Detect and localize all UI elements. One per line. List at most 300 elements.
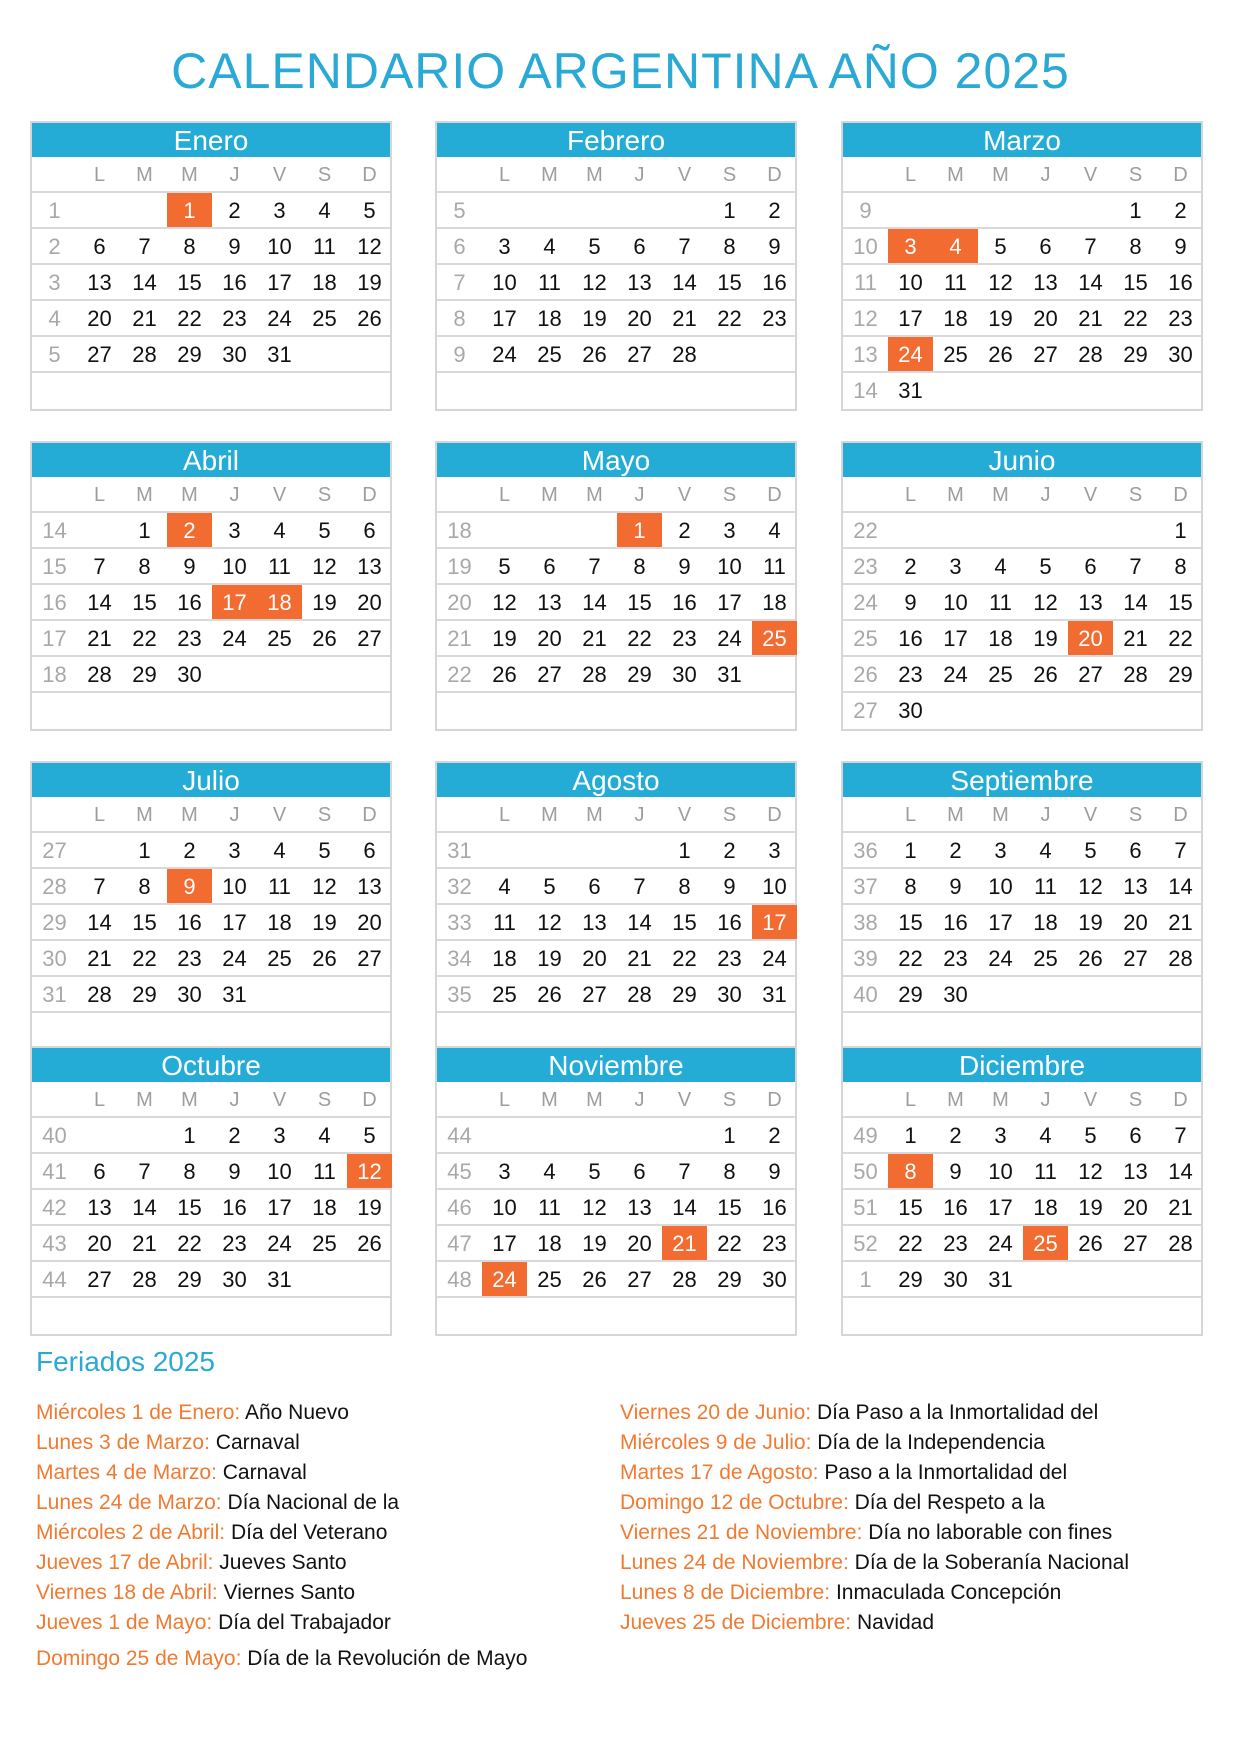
weekday-header: V <box>1083 164 1098 186</box>
day-cell: 23 <box>943 946 968 971</box>
week-number: 29 <box>42 910 67 935</box>
day-cell: 22 <box>1168 626 1193 651</box>
holiday-name: Carnaval <box>215 1431 300 1454</box>
day-cell: 22 <box>177 1231 202 1256</box>
week-row <box>32 869 390 905</box>
day-cell: 2 <box>768 1123 781 1148</box>
month-header: Diciembre <box>843 1048 1201 1082</box>
feriados-title: Feriados 2025 <box>36 1346 216 1377</box>
day-cell: 7 <box>138 234 151 259</box>
week-row <box>32 193 390 229</box>
weekday-header: S <box>722 1089 737 1111</box>
day-cell: 22 <box>717 306 742 331</box>
weekday-header-row <box>843 1082 1201 1118</box>
day-cell <box>257 977 302 1011</box>
day-cell <box>347 337 392 371</box>
week-row <box>32 1226 390 1262</box>
day-cell <box>752 1298 797 1332</box>
day-cell: 7 <box>1129 554 1142 579</box>
week-row <box>843 585 1201 621</box>
day-cell <box>662 1013 707 1047</box>
week-number: 16 <box>42 590 67 615</box>
day-cell: 13 <box>87 270 112 295</box>
day-cell: 5 <box>588 234 601 259</box>
day-cell: 31 <box>898 378 923 403</box>
day-cell: 25 <box>267 946 292 971</box>
day-cell: 1 <box>904 838 917 863</box>
day-cell: 27 <box>1123 1231 1148 1256</box>
day-cell: 9 <box>949 1159 962 1184</box>
week-row <box>843 513 1201 549</box>
day-cell <box>482 833 527 867</box>
week-number <box>32 1298 77 1332</box>
week-row <box>437 1118 795 1154</box>
holiday-name: Día del Trabajador <box>218 1611 391 1634</box>
holiday-date: Viernes 20 de Junio: <box>620 1401 812 1424</box>
holiday-item <box>36 1398 527 1428</box>
week-row <box>437 1154 795 1190</box>
day-cell: 30 <box>762 1267 787 1292</box>
day-cell <box>1068 373 1113 407</box>
day-cell <box>347 1298 392 1332</box>
day-cell <box>1113 1013 1158 1047</box>
day-cell <box>212 657 257 691</box>
day-cell: 21 <box>132 1231 157 1256</box>
day-cell: 14 <box>672 270 697 295</box>
day-cell: 16 <box>717 910 742 935</box>
holiday-item <box>36 1428 527 1458</box>
day-cell: 11 <box>944 270 967 295</box>
month-diciembre <box>841 1046 1203 1336</box>
week-row <box>32 1262 390 1298</box>
weekday-header: L <box>904 804 917 826</box>
week-row <box>437 337 795 373</box>
day-cell <box>1113 1298 1158 1332</box>
month-julio <box>30 761 392 1051</box>
day-cell: 14 <box>87 910 112 935</box>
weekday-header: V <box>1083 804 1098 826</box>
week-row <box>32 265 390 301</box>
day-cell: 28 <box>1078 342 1103 367</box>
week-number: 23 <box>853 554 878 579</box>
day-cell <box>77 373 122 407</box>
week-row <box>32 337 390 373</box>
day-cell: 20 <box>357 910 382 935</box>
holiday-item <box>620 1548 1129 1578</box>
day-cell: 14 <box>132 270 157 295</box>
day-cell: 30 <box>717 982 742 1007</box>
week-row <box>32 549 390 585</box>
month-header: Julio <box>32 763 390 797</box>
day-cell: 13 <box>1123 1159 1148 1184</box>
holiday-date: Viernes 21 de Noviembre: <box>620 1521 863 1544</box>
day-cell: 26 <box>582 342 607 367</box>
week-row <box>437 657 795 693</box>
day-cell: 12 <box>492 590 517 615</box>
day-cell <box>257 693 302 727</box>
day-cell: 17 <box>717 590 742 615</box>
day-cell: 17 <box>988 1195 1013 1220</box>
day-cell: 28 <box>87 662 112 687</box>
day-cell: 1 <box>1174 518 1187 543</box>
day-cell <box>978 977 1023 1011</box>
week-row <box>843 905 1201 941</box>
week-row <box>32 941 390 977</box>
day-cell <box>707 373 752 407</box>
day-cell: 18 <box>943 306 968 331</box>
day-cell: 3 <box>228 518 241 543</box>
week-row <box>843 265 1201 301</box>
month-header: Mayo <box>437 443 795 477</box>
day-cell: 1 <box>1129 198 1142 223</box>
holiday-day-cell: 21 <box>662 1226 707 1260</box>
day-cell: 27 <box>537 662 562 687</box>
day-cell: 26 <box>312 946 337 971</box>
day-cell <box>1068 693 1113 727</box>
week-row <box>437 301 795 337</box>
day-cell: 16 <box>222 270 247 295</box>
week-number: 17 <box>42 626 67 651</box>
day-cell <box>978 513 1023 547</box>
month-febrero <box>435 121 797 411</box>
week-row <box>843 337 1201 373</box>
day-cell: 29 <box>1168 662 1193 687</box>
week-number: 52 <box>853 1231 878 1256</box>
day-cell: 19 <box>357 1195 382 1220</box>
day-cell: 16 <box>177 910 202 935</box>
day-cell: 28 <box>672 342 697 367</box>
day-cell <box>1068 193 1113 227</box>
week-number: 26 <box>853 662 878 687</box>
day-cell: 18 <box>1033 1195 1058 1220</box>
day-cell <box>167 1013 212 1047</box>
day-cell <box>482 1298 527 1332</box>
week-number: 49 <box>853 1123 878 1148</box>
holiday-item <box>620 1428 1129 1458</box>
day-cell: 7 <box>588 554 601 579</box>
week-number: 3 <box>48 270 61 295</box>
day-cell <box>77 1013 122 1047</box>
week-row <box>843 1154 1201 1190</box>
day-cell: 20 <box>87 1231 112 1256</box>
holiday-date: Lunes 24 de Marzo: <box>36 1491 222 1514</box>
holiday-date: Martes 4 de Marzo: <box>36 1461 217 1484</box>
weekday-header: S <box>1128 1089 1143 1111</box>
day-cell: 23 <box>762 1231 787 1256</box>
week-number: 35 <box>447 982 472 1007</box>
holiday-date: Miércoles 2 de Abril: <box>36 1521 226 1544</box>
weekday-header: S <box>1128 484 1143 506</box>
week-row <box>437 513 795 549</box>
day-cell <box>662 1118 707 1152</box>
weekday-header-row <box>843 797 1201 833</box>
day-cell: 31 <box>267 342 292 367</box>
weekday-header: M <box>586 804 603 826</box>
week-number: 33 <box>447 910 472 935</box>
holiday-date: Domingo 12 de Octubre: <box>620 1491 849 1514</box>
day-cell: 16 <box>898 626 923 651</box>
week-number <box>843 1013 888 1047</box>
month-header: Noviembre <box>437 1048 795 1082</box>
week-row <box>843 869 1201 905</box>
day-cell: 5 <box>1084 838 1097 863</box>
month-header: Agosto <box>437 763 795 797</box>
weekday-header-row <box>437 157 795 193</box>
weekday-header: V <box>677 164 692 186</box>
day-cell: 2 <box>949 838 962 863</box>
day-cell: 1 <box>183 1123 196 1148</box>
weekday-header: S <box>722 164 737 186</box>
weekday-header: D <box>362 164 377 186</box>
day-cell: 6 <box>588 874 601 899</box>
holiday-day-cell: 17 <box>212 585 257 619</box>
day-cell: 5 <box>994 234 1007 259</box>
day-cell: 24 <box>267 306 292 331</box>
day-cell: 4 <box>273 518 286 543</box>
day-cell: 22 <box>132 626 157 651</box>
week-number-header <box>32 1082 77 1116</box>
day-cell: 1 <box>138 518 151 543</box>
day-cell: 25 <box>943 342 968 367</box>
day-cell <box>707 693 752 727</box>
weekday-header: M <box>992 804 1009 826</box>
week-number: 5 <box>453 198 466 223</box>
week-number: 9 <box>453 342 466 367</box>
holiday-date: Viernes 18 de Abril: <box>36 1581 218 1604</box>
week-row <box>437 1262 795 1298</box>
day-cell: 5 <box>588 1159 601 1184</box>
week-number <box>32 1013 77 1047</box>
weekday-header-row <box>32 157 390 193</box>
week-row <box>437 229 795 265</box>
weekday-header: M <box>136 484 153 506</box>
month-header: Enero <box>32 123 390 157</box>
holiday-day-cell: 12 <box>347 1154 392 1188</box>
week-row <box>843 1262 1201 1298</box>
week-number <box>437 1298 482 1332</box>
week-number: 1 <box>859 1267 872 1292</box>
day-cell: 6 <box>93 234 106 259</box>
day-cell: 23 <box>762 306 787 331</box>
holiday-name: Día de la Soberanía Nacional <box>854 1551 1129 1574</box>
day-cell: 21 <box>627 946 652 971</box>
holiday-day-cell: 4 <box>933 229 978 263</box>
day-cell: 17 <box>267 1195 292 1220</box>
day-cell: 11 <box>268 874 291 899</box>
day-cell: 12 <box>312 874 337 899</box>
day-cell <box>617 1298 662 1332</box>
day-cell: 22 <box>717 1231 742 1256</box>
day-cell <box>752 1013 797 1047</box>
day-cell: 18 <box>312 1195 337 1220</box>
day-cell: 18 <box>537 306 562 331</box>
day-cell <box>888 513 933 547</box>
weekday-header: M <box>586 484 603 506</box>
day-cell: 13 <box>357 874 382 899</box>
day-cell: 19 <box>312 590 337 615</box>
holiday-day-cell: 25 <box>1023 1226 1068 1260</box>
day-cell <box>167 373 212 407</box>
weekday-header: M <box>541 1089 558 1111</box>
weekday-header: V <box>1083 484 1098 506</box>
week-number: 13 <box>853 342 878 367</box>
day-cell <box>302 1262 347 1296</box>
week-number-header <box>843 157 888 191</box>
day-cell: 9 <box>768 234 781 259</box>
day-cell <box>257 657 302 691</box>
day-cell <box>572 1013 617 1047</box>
day-cell <box>1023 693 1068 727</box>
day-cell: 10 <box>222 874 247 899</box>
week-row <box>437 1298 795 1334</box>
week-number <box>437 693 482 727</box>
weekday-header: V <box>677 804 692 826</box>
weekday-header: L <box>93 164 106 186</box>
day-cell: 28 <box>627 982 652 1007</box>
day-cell: 24 <box>717 626 742 651</box>
day-cell: 21 <box>87 946 112 971</box>
week-number: 47 <box>447 1231 472 1256</box>
week-row <box>843 549 1201 585</box>
week-row <box>843 941 1201 977</box>
week-row <box>32 905 390 941</box>
day-cell: 18 <box>1033 910 1058 935</box>
day-cell: 30 <box>898 698 923 723</box>
day-cell <box>933 693 978 727</box>
weekday-header-row <box>437 477 795 513</box>
day-cell: 19 <box>1033 626 1058 651</box>
holiday-name: Día Paso a la Inmortalidad del <box>816 1401 1099 1424</box>
week-row <box>32 1298 390 1334</box>
day-cell: 28 <box>1123 662 1148 687</box>
weekday-header: V <box>272 804 287 826</box>
week-row <box>843 657 1201 693</box>
week-row <box>843 1118 1201 1154</box>
day-cell: 20 <box>582 946 607 971</box>
weekday-header: S <box>317 804 332 826</box>
day-cell: 25 <box>492 982 517 1007</box>
day-cell: 18 <box>537 1231 562 1256</box>
day-cell: 31 <box>762 982 787 1007</box>
day-cell: 5 <box>498 554 511 579</box>
month-enero <box>30 121 392 411</box>
day-cell: 10 <box>988 874 1013 899</box>
weekday-header: D <box>362 484 377 506</box>
day-cell: 20 <box>627 306 652 331</box>
day-cell <box>617 1118 662 1152</box>
day-cell: 26 <box>988 342 1013 367</box>
weekday-header-row <box>32 477 390 513</box>
day-cell: 12 <box>582 270 607 295</box>
day-cell: 29 <box>132 662 157 687</box>
day-cell: 29 <box>177 342 202 367</box>
holiday-day-cell: 1 <box>617 513 662 547</box>
day-cell <box>347 977 392 1011</box>
day-cell: 23 <box>898 662 923 687</box>
day-cell: 15 <box>898 910 923 935</box>
day-cell: 24 <box>988 1231 1013 1256</box>
day-cell: 11 <box>1034 874 1057 899</box>
weekday-header: D <box>362 804 377 826</box>
day-cell <box>1023 1013 1068 1047</box>
week-row <box>437 265 795 301</box>
day-cell: 30 <box>943 1267 968 1292</box>
day-cell: 27 <box>1123 946 1148 971</box>
week-number: 18 <box>42 662 67 687</box>
week-row <box>843 1298 1201 1334</box>
day-cell: 10 <box>717 554 742 579</box>
week-number: 34 <box>447 946 472 971</box>
day-cell <box>347 1013 392 1047</box>
holiday-date: Lunes 3 de Marzo: <box>36 1431 210 1454</box>
day-cell: 15 <box>1168 590 1193 615</box>
day-cell: 4 <box>498 874 511 899</box>
day-cell: 14 <box>672 1195 697 1220</box>
day-cell: 1 <box>678 838 691 863</box>
day-cell: 12 <box>582 1195 607 1220</box>
day-cell <box>77 833 122 867</box>
week-number: 40 <box>42 1123 67 1148</box>
day-cell: 22 <box>898 946 923 971</box>
month-octubre <box>30 1046 392 1336</box>
day-cell <box>572 833 617 867</box>
day-cell <box>302 693 347 727</box>
week-row <box>437 621 795 657</box>
day-cell <box>1113 693 1158 727</box>
day-cell <box>617 1013 662 1047</box>
week-number: 50 <box>853 1159 878 1184</box>
day-cell: 9 <box>678 554 691 579</box>
holiday-day-cell: 18 <box>257 585 302 619</box>
day-cell <box>752 693 797 727</box>
day-cell: 15 <box>177 1195 202 1220</box>
week-row <box>843 621 1201 657</box>
day-cell: 2 <box>183 838 196 863</box>
day-cell: 12 <box>312 554 337 579</box>
day-cell <box>122 1013 167 1047</box>
day-cell: 5 <box>1039 554 1052 579</box>
day-cell: 10 <box>943 590 968 615</box>
day-cell: 23 <box>717 946 742 971</box>
day-cell: 3 <box>994 1123 1007 1148</box>
holiday-item <box>620 1578 1129 1608</box>
holiday-item <box>36 1578 527 1608</box>
week-row <box>437 905 795 941</box>
week-row <box>32 373 390 409</box>
day-cell: 5 <box>1084 1123 1097 1148</box>
day-cell: 21 <box>132 306 157 331</box>
day-cell: 2 <box>723 838 736 863</box>
weekday-header: S <box>722 484 737 506</box>
month-header: Octubre <box>32 1048 390 1082</box>
week-number: 22 <box>447 662 472 687</box>
day-cell <box>1023 1262 1068 1296</box>
day-cell <box>1023 1298 1068 1332</box>
day-cell: 25 <box>1033 946 1058 971</box>
holiday-list-right <box>620 1398 1129 1638</box>
day-cell: 10 <box>267 234 292 259</box>
day-cell <box>1158 1298 1203 1332</box>
week-number: 19 <box>447 554 472 579</box>
weekday-header: V <box>272 1089 287 1111</box>
day-cell: 27 <box>87 1267 112 1292</box>
weekday-header: L <box>498 164 511 186</box>
day-cell: 21 <box>87 626 112 651</box>
weekday-header: L <box>498 804 511 826</box>
day-cell <box>933 373 978 407</box>
day-cell <box>347 657 392 691</box>
weekday-header: J <box>229 1089 240 1111</box>
